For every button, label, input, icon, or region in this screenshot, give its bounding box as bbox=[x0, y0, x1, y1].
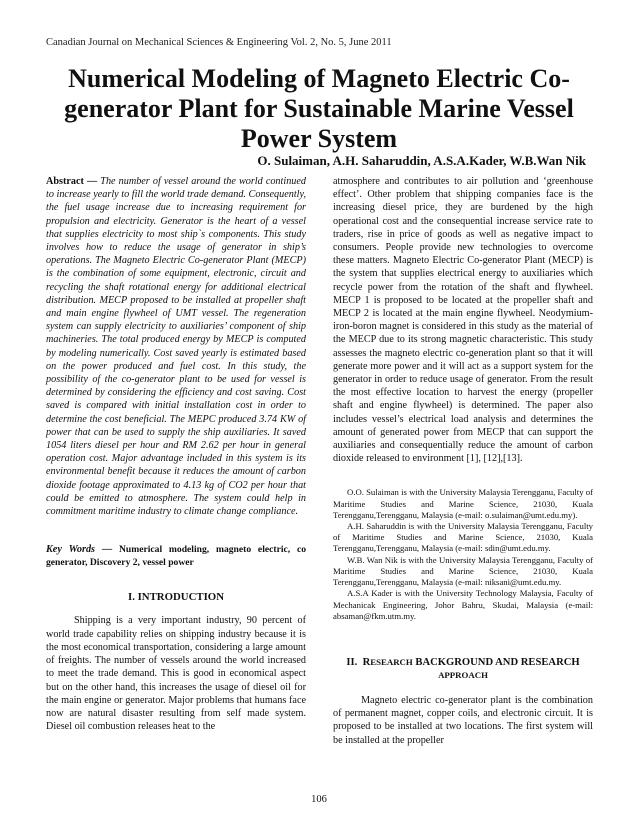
section2-heading bbox=[333, 656, 593, 682]
journal-header: Canadian Journal on Mechanical Sciences & Engineering Vol. 2, No. 5, June 2011 bbox=[46, 37, 392, 48]
intro-continued-text: atmosphere and contributes to air pollution and ‘greenhouse effect’. Other problem that shipping companies face is the increasing diesel price, they are burdened by the high operational cost and the consequential increase service rate to traders, rise in price of goods as well as negative impact to consumers. People provide new technologies to overcome these matters. Magneto Electric Co-generator Plant (MECP) is the system that supplies electrical energy to auxiliaries which recycle power from the rotation of the shaft and flywheel. MECP 1 is proposed to be located at the propeller shaft and MECP 2 is located at the main engine flywheel. Neodymium-iron-boron magnet is considered in this study as the material of the MECP due to its strong magnetic characteristic. This study assesses the magneto electric co-generation plant so that it will generate more power and it will act as a support system for the generator in order to reduce usage of generator. From the result the most effective location to harvest the energy (propeller shaft and engine flywheel) is determined. The paper also includes vessel’s electrical load analysis and determines the amount of generated power from MECP that can support the auxiliaries and consequentially reduce the amount of carbon dioxide released to environment [1], [12],[13]. bbox=[333, 176, 593, 465]
intro-heading: I. INTRODUCTION bbox=[128, 591, 224, 604]
section2-line2: APPROACH bbox=[438, 669, 488, 680]
footnote: O.O. Sulaiman is with the University Malaysia Terengganu, Faculty of Maritime Studies and Marine Science, 21030, Kuala Terengganu,Terengganu, Malaysia (e-mail: o.sulaiman@umt.edu.my). bbox=[333, 487, 593, 520]
section2-rest: BACKGROUND AND RESEARCH bbox=[415, 656, 580, 668]
intro-text: Shipping is a very important industry, 90 percent of world trade capability relies on shipping industry because it is the most economical transportation, considering a large amount of freights. The number of vessels around the world increased to meet the trade demand. This is good in economical aspect but on the other hand, this increases the usage of diesel oil for the main engine or generator. Major problems that humans face now are natural disaster resulting from self made system. Diesel oil combustion releases heat to the bbox=[46, 615, 306, 733]
footnote: A.H. Saharuddin is with the University Malaysia Terengganu, Faculty of Maritime Studies and Marine Science, 21030, Kuala Terengganu,Terengganu, Malaysia (e-mail: sdin@umt.edu.my. bbox=[333, 521, 593, 554]
right-column bbox=[333, 175, 593, 747]
author-list: O. Sulaiman, A.H. Saharuddin, A.S.A.Kader, W.B.Wan Nik bbox=[257, 153, 586, 168]
keywords-text: Numerical modeling, magneto electric, co generator, Discovery 2, vessel power bbox=[46, 544, 307, 568]
left-column bbox=[46, 175, 306, 733]
footnote: A.S.A Kader is with the University Technology Malaysia, Faculty of Mechanicak Engineering, Johor Bahru, Skudai, Malaysia (e-mail: absaman@fkm.utm.my. bbox=[333, 588, 593, 621]
section2-number: II. bbox=[346, 656, 358, 668]
abstract-label: Abstract — bbox=[46, 176, 98, 187]
section2-research: ESEARCH bbox=[370, 656, 413, 667]
section2-text: Magneto electric co-generator plant is the combination of permanent magnet, copper coils, and electronic circuit. It is proposed to be installed at two locations. The first system will be installed at the propeller bbox=[333, 694, 593, 746]
abstract-text: The number of vessel around the world continued to increase yearly to fill the world trade demand. Consequently, the fuel usage increase due to increasing requirement for propulsion and electricity. Generator is the heart of a vessel that supplies electricity to most ship`s components. This study involves how to reduce the usage of generator in ship’s operations. The Magneto Electric Co-generator Plant (MECP) is the combination of some equipment, electronic, circuit and recycling the shaft rotational energy for additional electrical distribution. MECP proposed to be installed at propeller shaft and main engine flywheel of UMT vessel. The regeneration system can supply electricity to auxiliaries’ component of ship machineries. The total produced energy by MECP is computed by modeling numerically. Cost saved yearly is estimated based on the power produced and fuel cost. In this study, the possibility of the co-generator plant to be used for vessel is determined by considering the efficiency and cost saving. Cost saved is compared with initial installation cost in order to determine the cost beneficial. The MEPC produced 3.74 KW of power that can be used to supply the ship auxiliaries. It saved 1054 liters diesel per hour and RM 2.62 per hour in general operation cost. Major advantage included in this system is its environmental benefit because it reduces the amount of carbon dioxide footage approximated to 4.13 kg of CO2 per hour that could be emitted to atmosphere. The system could help in commitment maritime industry to climate change compliance. bbox=[46, 176, 306, 518]
footnote: W.B. Wan Nik is with the University Malaysia Terengganu, Faculty of Maritime Studies and Marine Science, 21030, Kuala Terengganu,Terengganu, Malaysia (e-mail: niksani@umt.edu.my. bbox=[333, 554, 593, 588]
keywords-label: Key Words — bbox=[46, 544, 113, 556]
keywords bbox=[46, 544, 306, 569]
paper-title: Numerical Modeling of Magneto Electric Co-generator Plant for Sustainable Marine Vessel Power System bbox=[64, 64, 574, 153]
abstract bbox=[46, 175, 306, 518]
author-footnotes bbox=[333, 487, 593, 621]
page-number: 106 bbox=[311, 794, 327, 805]
section2-r: R bbox=[362, 656, 371, 668]
